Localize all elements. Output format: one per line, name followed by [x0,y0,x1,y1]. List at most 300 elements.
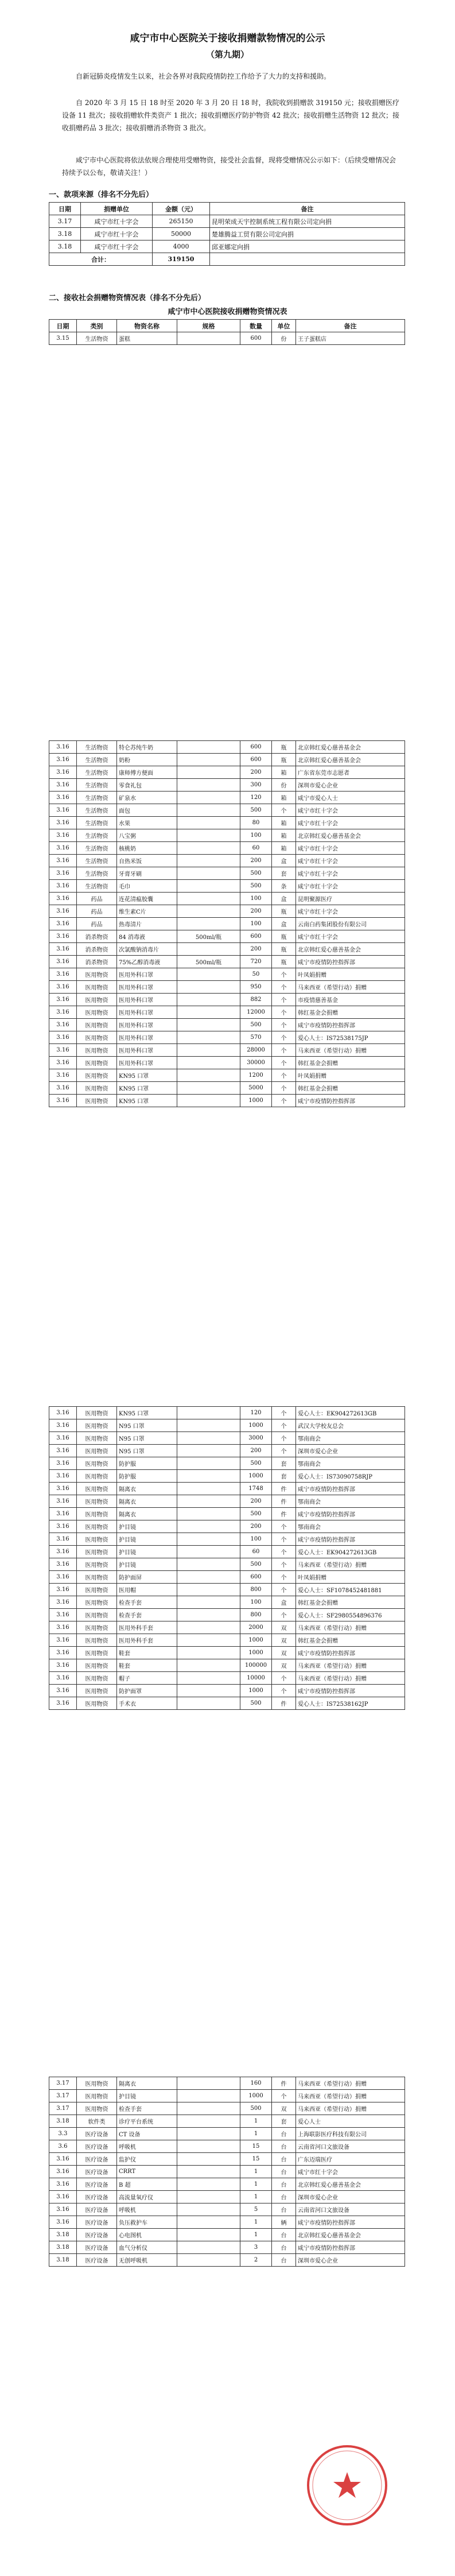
goods-item: 毛巾 [117,880,177,893]
goods-qty: 200 [240,1495,272,1508]
goods-unit: 个 [272,1044,296,1057]
goods-unit: 个 [272,1006,296,1019]
goods-note: 爱心人士：IS72538175JP [296,1031,405,1044]
cash-header-donor: 捐赠单位 [81,203,153,215]
goods-row [49,2178,405,2191]
goods-unit: 个 [272,1609,296,1621]
goods-category: 药品 [77,918,117,930]
goods-note: 马来西亚（希望行动）捐赠 [296,981,405,994]
goods-item: 防护服 [117,1470,177,1483]
goods-category: 生活物资 [77,792,117,804]
goods-note: 叶凤娟捐赠 [296,1571,405,1584]
goods-spec [177,867,240,880]
goods-date: 3.16 [49,1685,77,1697]
goods-category: 药品 [77,893,117,905]
goods-item: 高流量氧疗仪 [117,2191,177,2203]
cash-header-date: 日期 [49,203,81,215]
goods-note: 马来西亚（希望行动）捐赠 [296,1621,405,1634]
goods-row [49,918,405,930]
goods-date: 3.16 [49,2166,77,2178]
goods-spec [177,1470,240,1483]
goods-header-qty: 数量 [240,320,272,332]
goods-item: 护目镜 [117,1558,177,1571]
goods-spec [177,943,240,956]
goods-qty: 1200 [240,1069,272,1082]
goods-date: 3.3 [49,2128,77,2140]
goods-qty: 600 [240,754,272,766]
goods-category: 医用物资 [77,968,117,981]
goods-note: 北京韩红爱心慈善基金会 [296,2178,405,2191]
goods-row [49,956,405,968]
goods-note: 爱心人士 [296,2115,405,2128]
cash-amount: 50000 [153,228,210,240]
goods-qty: 570 [240,1031,272,1044]
goods-category: 医疗设备 [77,2254,117,2267]
goods-category: 医疗设备 [77,2166,117,2178]
cash-amount: 4000 [153,240,210,253]
goods-spec [177,1520,240,1533]
goods-note: 咸宁市红十字会 [296,880,405,893]
goods-spec [177,1445,240,1457]
goods-category: 生活物资 [77,829,117,842]
goods-spec [177,2216,240,2229]
goods-row [49,1057,405,1069]
goods-spec [177,1609,240,1621]
goods-spec [177,1697,240,1710]
goods-row [49,2128,405,2140]
goods-spec [177,1044,240,1057]
goods-qty: 80 [240,817,272,829]
goods-qty: 500 [240,804,272,817]
goods-date: 3.16 [49,2178,77,2191]
goods-qty: 1000 [240,2090,272,2102]
goods-note: 爱心人士：IS72538162JP [296,1697,405,1710]
goods-category: 医用物资 [77,1546,117,1558]
goods-note: 马来西亚（希望行动）捐赠 [296,1659,405,1672]
goods-row [49,1697,405,1710]
goods-item: N95 口罩 [117,1432,177,1445]
goods-note: 咸宁市红十字会 [296,855,405,867]
goods-qty: 500 [240,1697,272,1710]
goods-note: 马来西亚（希望行动）捐赠 [296,2077,405,2090]
goods-qty: 200 [240,905,272,918]
goods-unit: 盒 [272,893,296,905]
goods-row [49,1495,405,1508]
goods-spec [177,332,240,345]
goods-unit: 个 [272,1533,296,1546]
goods-row [49,943,405,956]
goods-spec [177,2090,240,2102]
goods-qty: 1748 [240,1483,272,1495]
goods-note: 马来西亚（希望行动）捐赠 [296,1558,405,1571]
goods-unit: 个 [272,1019,296,1031]
goods-category: 医用物资 [77,1697,117,1710]
goods-note: 武汉大学校友总会 [296,1419,405,1432]
goods-item: B 超 [117,2178,177,2191]
goods-unit: 条 [272,880,296,893]
goods-unit: 台 [272,2178,296,2191]
goods-date: 3.16 [49,1697,77,1710]
goods-date: 3.18 [49,2229,77,2241]
goods-row [49,1685,405,1697]
cash-note: 楚雄腾益工贸有限公司定向捐 [210,228,405,240]
goods-category: 医疗设备 [77,2229,117,2241]
goods-qty: 200 [240,1520,272,1533]
goods-item: N95 口罩 [117,1419,177,1432]
goods-date: 3.16 [49,1672,77,1685]
goods-category: 医用物资 [77,1533,117,1546]
goods-date: 3.16 [49,1419,77,1432]
goods-row [49,1672,405,1685]
goods-row [49,994,405,1006]
goods-row [49,754,405,766]
goods-note: 深圳市爱心企业 [296,779,405,792]
goods-note: 韩红基金会捐赠 [296,1057,405,1069]
goods-spec [177,2254,240,2267]
cash-date: 3.18 [49,240,81,253]
goods-item: N95 口罩 [117,1445,177,1457]
goods-category: 生活物资 [77,842,117,855]
goods-qty: 15 [240,2153,272,2166]
intro-paragraph-3: 咸宁市中心医院将依法依规合理使用受赠物资，接受社会监督，现将受赠情况公示如下：（后续受赠情况会持续予以公布，敬请关注！） [62,156,396,177]
goods-qty: 600 [240,332,272,345]
goods-category: 医用物资 [77,1069,117,1082]
cash-header-amount: 金额（元） [153,203,210,215]
goods-spec [177,1495,240,1508]
goods-date: 3.16 [49,1533,77,1546]
goods-spec [177,1031,240,1044]
goods-date: 3.16 [49,2216,77,2229]
goods-qty: 300 [240,779,272,792]
goods-row [49,779,405,792]
goods-note: 爱心人士：SF1078452481881 [296,1584,405,1596]
goods-spec [177,880,240,893]
goods-unit: 个 [272,804,296,817]
goods-item: 血气分析仪 [117,2241,177,2254]
goods-category: 消杀物资 [77,956,117,968]
section-goods-heading: 二、接收社会捐赠物资情况表（排名不分先后） [49,294,206,302]
goods-date: 3.16 [49,1432,77,1445]
goods-date: 3.6 [49,2140,77,2153]
goods-row [49,1419,405,1432]
goods-row [49,2077,405,2090]
goods-note: 鄂南商会 [296,1520,405,1533]
goods-item: 零食礼包 [117,779,177,792]
goods-note: 咸宁市红十字会 [296,2166,405,2178]
goods-spec [177,2203,240,2216]
goods-item: 连花清瘟胶囊 [117,893,177,905]
goods-note: 马来西亚（希望行动）捐赠 [296,1672,405,1685]
goods-date: 3.16 [49,956,77,968]
goods-category: 医用物资 [77,1432,117,1445]
goods-category: 医用物资 [77,1659,117,1672]
goods-item: 隔离衣 [117,1483,177,1495]
goods-date: 3.16 [49,930,77,943]
goods-item: 矿泉水 [117,792,177,804]
goods-category: 医用物资 [77,1596,117,1609]
goods-unit: 台 [272,2153,296,2166]
goods-unit: 个 [272,1057,296,1069]
goods-item: 蛋糕 [117,332,177,345]
goods-note: 市疫情慈善基金 [296,994,405,1006]
cash-note: 昆明荣成天宇控制系统工程有限公司定向捐 [210,215,405,228]
cash-header-note: 备注 [210,203,405,215]
goods-item: 医用外科口罩 [117,1057,177,1069]
goods-row [49,2203,405,2216]
goods-qty: 800 [240,1584,272,1596]
goods-unit: 个 [272,968,296,981]
goods-item: 医用外科口罩 [117,968,177,981]
goods-note: 云南白药集团股份有限公司 [296,918,405,930]
goods-date: 3.16 [49,943,77,956]
cash-amount: 265150 [153,215,210,228]
goods-spec [177,842,240,855]
goods-spec [177,1634,240,1647]
goods-spec [177,2153,240,2166]
goods-note: 咸宁市疫情防控指挥部 [296,2216,405,2229]
goods-spec [177,1571,240,1584]
goods-unit: 个 [272,1419,296,1432]
goods-note: 北京韩红爱心慈善基金会 [296,829,405,842]
goods-item: 帽子 [117,1672,177,1685]
goods-date: 3.16 [49,792,77,804]
goods-qty: 1000 [240,1470,272,1483]
goods-unit: 双 [272,1647,296,1659]
goods-note: 叶凤娟捐赠 [296,1069,405,1082]
goods-unit: 双 [272,1634,296,1647]
goods-category: 医用物资 [77,1621,117,1634]
goods-item: CRRT [117,2166,177,2178]
goods-item: 75%乙醇消毒液 [117,956,177,968]
goods-category: 生活物资 [77,804,117,817]
goods-qty: 1000 [240,1095,272,1107]
goods-spec [177,1596,240,1609]
goods-note: 咸宁市红十字会 [296,817,405,829]
goods-date: 3.16 [49,779,77,792]
cash-total-label: 合计： [49,253,153,266]
goods-date: 3.16 [49,1407,77,1419]
goods-row [49,1659,405,1672]
goods-unit: 台 [272,2203,296,2216]
goods-qty: 500 [240,2102,272,2115]
goods-unit: 个 [272,1546,296,1558]
goods-item: 负压救护车 [117,2216,177,2229]
goods-date: 3.16 [49,994,77,1006]
goods-date: 3.16 [49,905,77,918]
goods-category: 医用物资 [77,1609,117,1621]
goods-note: 咸宁市疫情防控指挥部 [296,1483,405,1495]
goods-unit: 个 [272,994,296,1006]
goods-spec [177,1647,240,1659]
goods-category: 医用物资 [77,1057,117,1069]
goods-note: 咸宁市疫情防控指挥部 [296,1647,405,1659]
goods-category: 消杀物资 [77,930,117,943]
goods-date: 3.16 [49,1483,77,1495]
goods-date: 3.16 [49,918,77,930]
goods-qty: 1000 [240,1634,272,1647]
goods-unit: 个 [272,1407,296,1419]
goods-item: 呼吸机 [117,2203,177,2216]
goods-spec [177,1558,240,1571]
goods-row [49,867,405,880]
goods-note: 爱心人士：EK904272613GB [296,1546,405,1558]
goods-date: 3.16 [49,1457,77,1470]
goods-date: 3.17 [49,2102,77,2115]
goods-date: 3.16 [49,1044,77,1057]
goods-item: 维生素C片 [117,905,177,918]
goods-date: 3.16 [49,1508,77,1520]
cash-row [49,215,405,228]
goods-row [49,2090,405,2102]
goods-date: 3.17 [49,2077,77,2090]
goods-header-note: 备注 [296,320,405,332]
goods-item: 护目镜 [117,2090,177,2102]
goods-table-title: 咸宁市中心医院接收捐赠物资情况表 [168,308,287,316]
goods-item: 医用外科手套 [117,1634,177,1647]
section-cash-heading: 一、款项来源（排名不分先后） [49,191,154,199]
cash-donor: 咸宁市红十字会 [81,215,153,228]
official-seal-stamp [304,2442,390,2528]
goods-note: 马来西亚（希望行动）捐赠 [296,2090,405,2102]
goods-unit: 个 [272,1432,296,1445]
goods-note: 北京韩红爱心慈善基金会 [296,2229,405,2241]
goods-qty: 1000 [240,1419,272,1432]
goods-category: 医用物资 [77,1407,117,1419]
goods-category: 医用物资 [77,1457,117,1470]
goods-header-spec: 规格 [177,320,240,332]
goods-row [49,981,405,994]
goods-spec [177,1419,240,1432]
goods-qty: 100 [240,918,272,930]
goods-qty: 120 [240,792,272,804]
goods-row [49,2115,405,2128]
goods-date: 3.16 [49,1069,77,1082]
goods-note: 爱心人士：IS73090758RJP [296,1470,405,1483]
goods-category: 医用物资 [77,1520,117,1533]
goods-row [49,855,405,867]
goods-item: KN95 口罩 [117,1069,177,1082]
goods-qty: 1 [240,2229,272,2241]
goods-note: 叶凤娟捐赠 [296,968,405,981]
goods-unit: 瓶 [272,741,296,754]
goods-row [49,1558,405,1571]
goods-qty: 1000 [240,1685,272,1697]
goods-spec [177,1095,240,1107]
goods-qty: 1 [240,2115,272,2128]
goods-item: 医用外科口罩 [117,1006,177,1019]
goods-unit: 箱 [272,792,296,804]
goods-spec [177,1483,240,1495]
goods-spec [177,2241,240,2254]
goods-qty: 30000 [240,1057,272,1069]
goods-date: 3.16 [49,1596,77,1609]
goods-spec [177,2140,240,2153]
goods-row [49,2191,405,2203]
goods-note: 深圳市爱心企业 [296,1445,405,1457]
goods-unit: 台 [272,2128,296,2140]
goods-category: 医用物资 [77,1495,117,1508]
goods-note: 北京韩红爱心慈善基金会 [296,754,405,766]
goods-item: 隔离衣 [117,1495,177,1508]
goods-row [49,2166,405,2178]
goods-date: 3.16 [49,1095,77,1107]
goods-note: 咸宁市红十字会 [296,842,405,855]
goods-table-page4 [49,2077,405,2267]
goods-date: 3.18 [49,2254,77,2267]
goods-qty: 10000 [240,1672,272,1685]
goods-category: 医用物资 [77,1571,117,1584]
goods-date: 3.16 [49,1659,77,1672]
goods-item: 医用帽 [117,1584,177,1596]
intro-paragraph-1: 自新冠肺炎疫情发生以来，社会各界对我院疫情防控工作给予了大力的支持和援助。 [76,72,331,80]
goods-date: 3.16 [49,1057,77,1069]
goods-qty: 200 [240,855,272,867]
goods-row [49,1445,405,1457]
goods-date: 3.16 [49,1470,77,1483]
goods-date: 3.16 [49,855,77,867]
goods-category: 生活物资 [77,855,117,867]
goods-row [49,741,405,754]
goods-row [49,1647,405,1659]
goods-unit: 个 [272,1520,296,1533]
goods-item: 自热米饭 [117,855,177,867]
goods-qty: 500 [240,1508,272,1520]
goods-spec [177,2191,240,2203]
goods-note: 韩红基金会捐赠 [296,1634,405,1647]
goods-category: 医用物资 [77,2102,117,2115]
goods-category: 医用物资 [77,994,117,1006]
goods-qty: 100 [240,829,272,842]
goods-qty: 1 [240,2166,272,2178]
goods-row [49,1546,405,1558]
goods-category: 生活物资 [77,766,117,779]
goods-item: 诊疗平台系统 [117,2115,177,2128]
goods-category: 医用物资 [77,1082,117,1095]
goods-item: 呼吸机 [117,2140,177,2153]
goods-row [49,1596,405,1609]
goods-spec [177,1006,240,1019]
goods-spec [177,1546,240,1558]
goods-item: 八宝粥 [117,829,177,842]
goods-category: 医用物资 [77,1508,117,1520]
goods-unit: 台 [272,2191,296,2203]
goods-spec [177,1533,240,1546]
goods-row [49,1457,405,1470]
goods-row [49,2241,405,2254]
goods-row [49,893,405,905]
goods-category: 医用物资 [77,1006,117,1019]
goods-unit: 个 [272,2090,296,2102]
goods-note: 咸宁市红十字会 [296,804,405,817]
goods-spec [177,1082,240,1095]
goods-date: 3.17 [49,2090,77,2102]
goods-spec [177,2077,240,2090]
goods-spec [177,2102,240,2115]
goods-row [49,1584,405,1596]
goods-item: 面包 [117,804,177,817]
goods-unit: 个 [272,1095,296,1107]
goods-row [49,905,405,918]
goods-category: 医用物资 [77,1095,117,1107]
goods-spec [177,792,240,804]
goods-note: 咸宁市疫情防控指挥部 [296,1685,405,1697]
goods-row [49,1508,405,1520]
goods-qty: 500 [240,1019,272,1031]
goods-unit: 瓶 [272,754,296,766]
goods-qty: 950 [240,981,272,994]
goods-date: 3.16 [49,1584,77,1596]
goods-qty: 60 [240,1546,272,1558]
